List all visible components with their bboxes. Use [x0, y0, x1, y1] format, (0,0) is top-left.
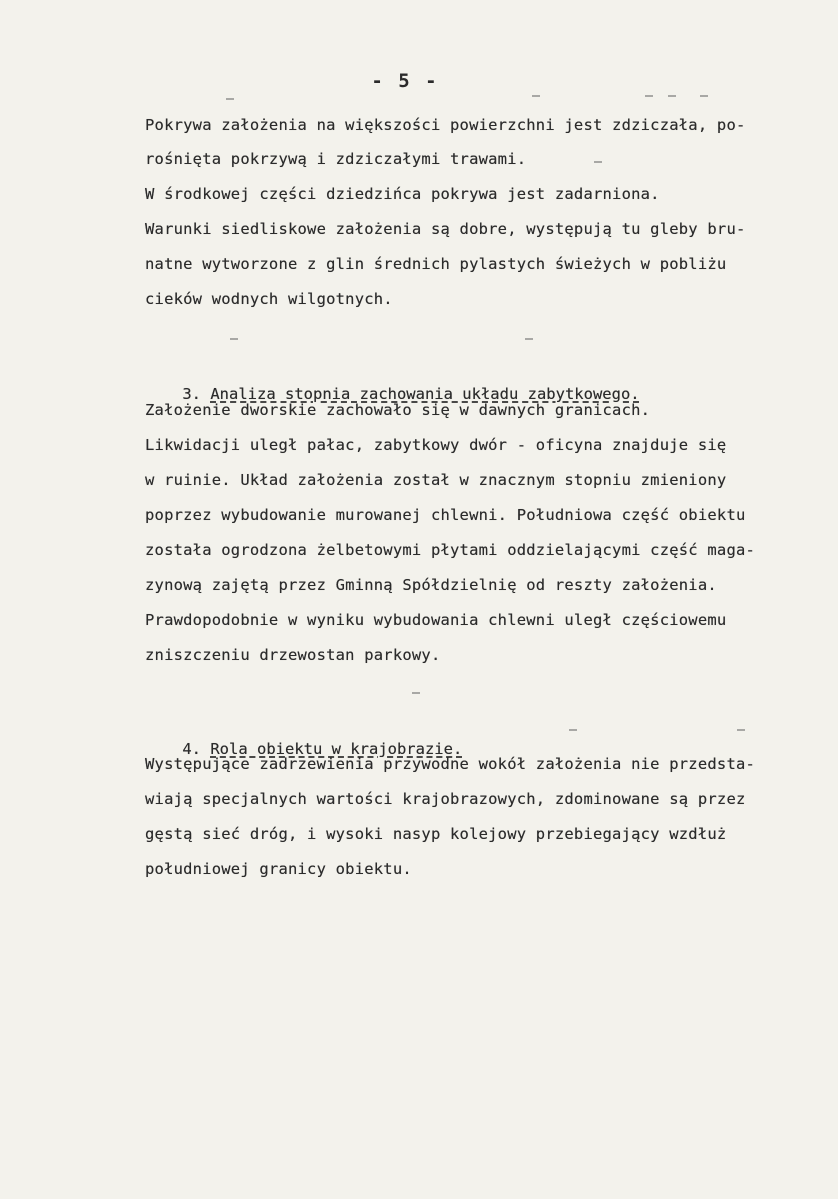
stray-mark — [230, 338, 238, 340]
stray-mark — [412, 692, 420, 694]
section-3-line: Prawdopodobnie w wyniku wybudowania chlewni uległ częściowemu — [145, 611, 727, 629]
section-3-line: poprzez wybudowanie murowanej chlewni. Południowa część obiektu — [145, 506, 746, 524]
section-4-title: Rola obiektu w krajobrazie. — [210, 740, 463, 758]
paragraph-1-line: W środkowej części dziedzińca pokrywa jest zadarniona. — [145, 185, 660, 203]
stray-mark — [737, 729, 745, 731]
paragraph-1-line: cieków wodnych wilgotnych. — [145, 290, 393, 308]
section-4-number: 4. — [182, 740, 201, 758]
section-4-line: Występujące zadrzewienia przywodne wokół założenia nie przedsta- — [145, 755, 756, 773]
stray-mark — [226, 98, 234, 100]
stray-mark — [569, 729, 577, 731]
section-3-line: zniszczeniu drzewostan parkowy. — [145, 646, 441, 664]
stray-mark — [700, 95, 708, 97]
section-3-line: w ruinie. Układ założenia został w znacznym stopniu zmieniony — [145, 471, 727, 489]
section-3-line: zynową zajętą przez Gminną Spółdzielnię od reszty założenia. — [145, 576, 717, 594]
stray-mark — [668, 95, 676, 97]
page-number: - 5 - — [371, 70, 439, 92]
section-3-line: Likwidacji uległ pałac, zabytkowy dwór - oficyna znajduje się — [145, 436, 727, 454]
section-4-line: południowej granicy obiektu. — [145, 860, 412, 878]
stray-mark — [645, 95, 653, 97]
paragraph-1-line: Pokrywa założenia na większości powierzchni jest zdziczała, po- — [145, 116, 746, 134]
paragraph-1-line: rośnięta pokrzywą i zdziczałymi trawami. — [145, 150, 527, 168]
section-3-line: została ogrodzona żelbetowymi płytami oddzielającymi część maga- — [145, 541, 756, 559]
section-3-number: 3. — [182, 385, 201, 403]
stray-mark — [532, 95, 540, 97]
stray-mark — [594, 161, 602, 163]
section-3-line: Założenie dworskie zachowało się w dawnych granicach. — [145, 401, 651, 419]
paragraph-1-line: Warunki siedliskowe założenia są dobre, występują tu gleby bru- — [145, 220, 746, 238]
section-4-line: gęstą sieć dróg, i wysoki nasyp kolejowy przebiegający wzdłuż — [145, 825, 727, 843]
stray-mark — [525, 338, 533, 340]
paragraph-1-line: natne wytworzone z glin średnich pylastych świeżych w pobliżu — [145, 255, 727, 273]
section-3-title: Analiza stopnia zachowania układu zabytkowego. — [210, 385, 640, 403]
section-4-line: wiają specjalnych wartości krajobrazowych, zdominowane są przez — [145, 790, 746, 808]
